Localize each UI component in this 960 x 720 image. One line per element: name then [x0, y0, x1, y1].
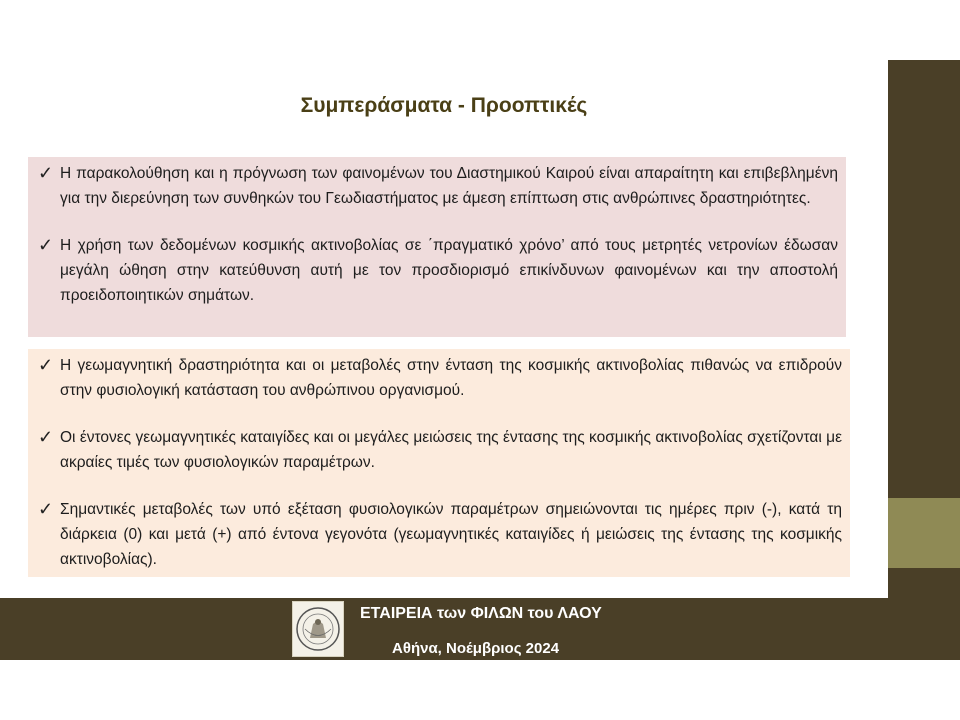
check-mark-icon: ✓: [38, 499, 54, 519]
bullet-item: [38, 233, 838, 308]
seal-graphic: [293, 602, 343, 656]
bullet-item: [38, 497, 842, 572]
bullet-text: Οι έντονες γεωμαγνητικές καταιγίδες και οι μεγάλες μειώσεις της έντασης της κοσμικής ακτινοβολίας σχετίζονται με ακραίες τιμές των φυσιολογικών παραμέτρων.: [60, 429, 842, 471]
check-mark-icon: ✓: [38, 427, 54, 447]
right-accent-bar-top: [888, 60, 960, 498]
society-seal-logo: [292, 601, 344, 657]
bullet-text: Σημαντικές μεταβολές των υπό εξέταση φυσιολογικών παραμέτρων σημειώνονται τις ημέρες πριν (-), κατά τη διάρκεια (0) και μετά (+) από έντονα γεγονότα (γεωμαγνητικές καταιγίδες ή μειώσεις της έντασης της κοσμικής ακτινοβολίας).: [60, 501, 842, 568]
bullet-text: Η παρακολούθηση και η πρόγνωση των φαινομένων του Διαστημικού Καιρού είναι απαραίτητη και επιβεβλημένη για την διερεύνηση των συνθηκών του Γεωδιαστήματος με άμεση επίπτωση στις ανθρώπινες δραστηριότητες.: [60, 165, 838, 207]
right-accent-bar-bottom: [888, 568, 960, 598]
bullet-item: [38, 425, 842, 475]
slide-title: Συμπεράσματα - Προοπτικές: [300, 94, 588, 117]
conclusions-box-physiology: [28, 349, 850, 577]
check-mark-icon: ✓: [38, 235, 54, 255]
check-mark-icon: ✓: [38, 163, 54, 183]
location-date: Αθήνα, Νοέμβριος 2024: [392, 640, 560, 657]
right-accent-bar-middle: [888, 498, 960, 568]
bullet-item: [38, 161, 838, 211]
conclusions-box-space-weather: [28, 157, 846, 337]
organization-name: ΕΤΑΙΡΕΙΑ των ΦΙΛΩΝ του ΛΑΟΥ: [360, 605, 602, 622]
bullet-text: Η χρήση των δεδομένων κοσμικής ακτινοβολίας σε ΄πραγματικό χρόνο’ από τους μετρητές νετρονίων έδωσαν μεγάλη ώθηση στην κατεύθυνση αυτή με τον προσδιορισμό επικίνδυνων φαινομένων και την αποστολή προειδοποιητικών σημάτων.: [60, 237, 838, 304]
check-mark-icon: ✓: [38, 355, 54, 375]
bullet-item: [38, 353, 842, 403]
bullet-text: Η γεωμαγνητική δραστηριότητα και οι μεταβολές στην ένταση της κοσμικής ακτινοβολίας πιθανώς να επιδρούν στην φυσιολογική κατάσταση του ανθρώπινου οργανισμού.: [60, 357, 842, 399]
